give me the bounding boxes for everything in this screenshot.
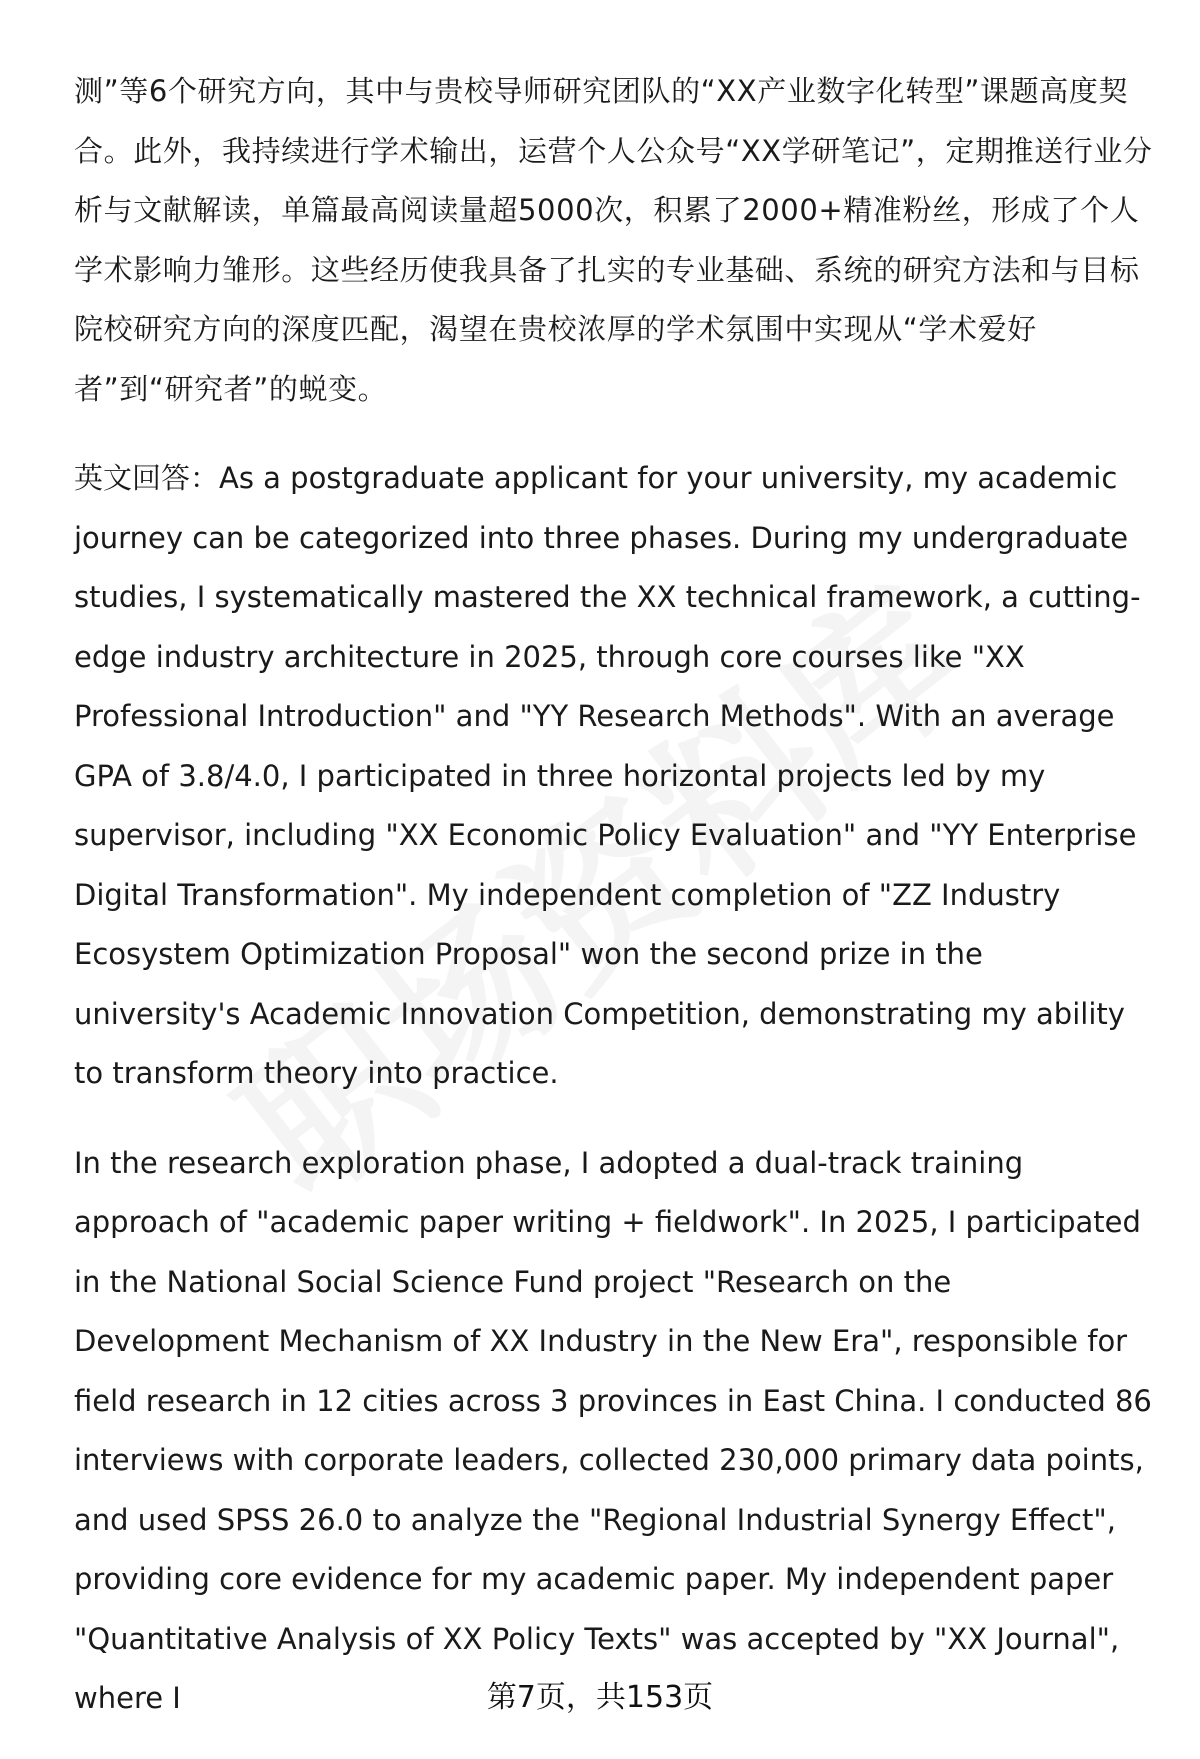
paragraph-chinese: 测”等6个研究方向，其中与贵校导师研究团队的“XX产业数字化转型”课题高度契合。此外，我持续进行学术输出，运营个人公众号“XX学研笔记”，定期推送行业分析与文献解读，单篇最高阅读量超5000次，积累了2000+精准粉丝，形成了个人学术影响力雏形。这些经历使我具备了扎实的专业基础、系统的研究方法和与目标院校研究方向的深度匹配，渴望在贵校浓厚的学术氛围中实现从“学术爱好者”到“研究者”的蜕变。 [74, 74, 1153, 406]
page-footer: 第7页，共153页 [486, 1680, 714, 1715]
paragraph-english-2: In the research exploration phase, I adopted a dual-track training approach of "academic paper writing + fieldwork". In 2025, I participated in the National Social Science Fund project "Research on the Development Mechanism of XX Industry in the New Era", responsible for field research in 12 cities across 3 provinces in East China. I conducted 86 interviews with corporate leaders, collected 230,000 primary data points, and used SPSS 26.0 to analyze the "Regional Industrial Synergy Effect", providing core evidence for my academic paper. My independent paper "Quantitative Analysis of XX Policy Texts" was accepted by "XX Journal", where I [74, 1145, 1152, 1715]
document-body [74, 62, 1154, 1759]
paragraph-english-1: 英文回答：As a postgraduate applicant for your university, my academic journey can be categorized into three phases. During my undergraduate studies, I systematically mastered the XX technical framework, a cutting-edge industry architecture in 2025, through core courses like "XX Professional Introduction" and "YY Research Methods". With an average GPA of 3.8/4.0, I participated in three horizontal projects led by my supervisor, including "XX Economic Policy Evaluation" and "YY Enterprise Digital Transformation". My independent completion of "ZZ Industry Ecosystem Optimization Proposal" won the second prize in the university's Academic Innovation Competition, demonstrating my ability to transform theory into practice. [74, 461, 1141, 1090]
